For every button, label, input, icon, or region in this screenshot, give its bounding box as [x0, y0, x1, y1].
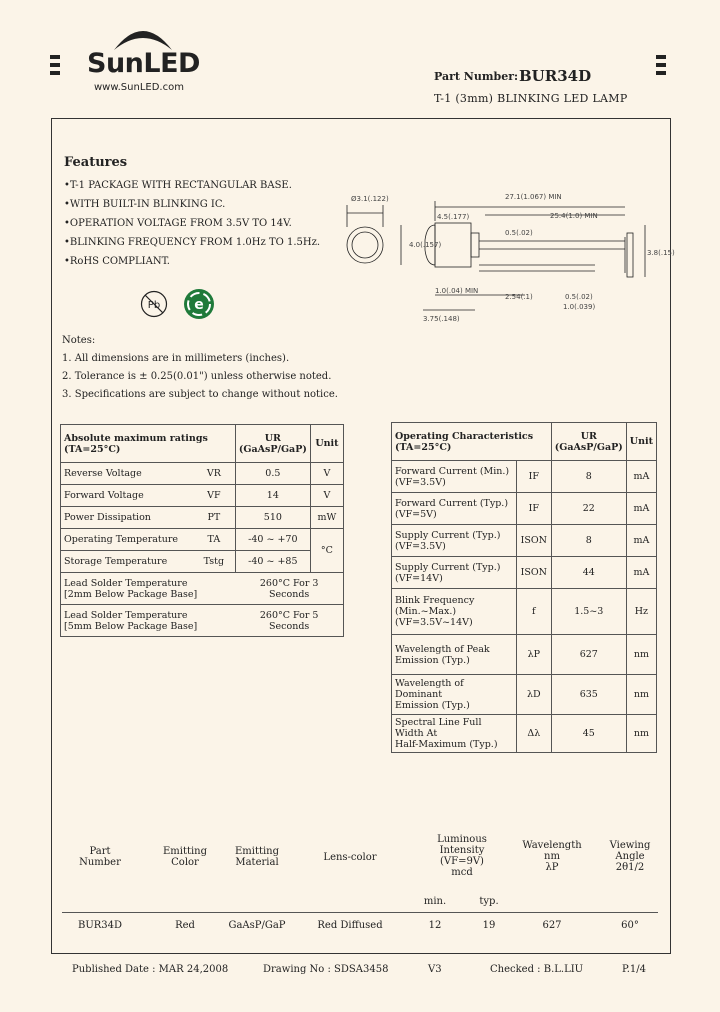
abs-unit-header: Unit	[310, 425, 343, 463]
table-row	[392, 493, 657, 525]
op-row-unit: Hz	[626, 589, 656, 635]
feature-item: •BLINKING FREQUENCY FROM 1.0Hz TO 1.5Hz.	[64, 237, 321, 248]
abs-row-val: -40 ~ +85	[235, 551, 310, 573]
footer-published: Published Date : MAR 24,2008	[72, 964, 229, 975]
features-list	[64, 176, 320, 271]
col-wave-header: Wavelength nm λP	[522, 840, 582, 873]
notes-title: Notes:	[62, 335, 96, 346]
solder-val: 260°C For 5 Seconds	[235, 605, 343, 637]
op-row-sym: IF	[516, 493, 551, 525]
abs-row-name: Power Dissipation	[61, 507, 193, 529]
row-color: Red	[175, 920, 195, 931]
abs-row-sym: VF	[193, 485, 236, 507]
notes-block	[62, 332, 338, 404]
op-row-name: Spectral Line Full Width At Half-Maximum (Typ.)	[392, 715, 517, 753]
op-row-unit: mA	[626, 557, 656, 589]
op-row-val: 8	[551, 525, 626, 557]
abs-row-val: -40 ~ +70	[235, 529, 310, 551]
abs-row-sym: Tstg	[193, 551, 236, 573]
op-row-val: 1.5~3	[551, 589, 626, 635]
footer-drawing: Drawing No : SDSA3458	[263, 964, 389, 975]
dim-sq: 0.5(.02)	[565, 293, 593, 301]
op-row-unit: mA	[626, 461, 656, 493]
abs-row-val: 0.5	[235, 463, 310, 485]
op-row-name: Forward Current (Typ.) (VF=5V)	[392, 493, 517, 525]
op-row-name: Forward Current (Min.) (VF=3.5V)	[392, 461, 517, 493]
table-row	[61, 529, 344, 551]
dim-lead-len: 25.4(1.0) MIN	[550, 212, 598, 220]
feature-item: •OPERATION VOLTAGE FROM 3.5V TO 14V.	[64, 218, 292, 229]
op-row-val: 45	[551, 715, 626, 753]
row-typ: 19	[482, 920, 496, 931]
col-angle-header: Viewing Angle 2θ1/2	[609, 840, 651, 873]
abs-title: Absolute maximum ratings (TA=25°C)	[61, 425, 236, 463]
col-material-header: Emitting Material	[234, 846, 280, 868]
dim-pitch: 2.54(.1)	[505, 293, 533, 301]
row-angle: 60°	[621, 920, 639, 931]
table-row	[392, 557, 657, 589]
op-unit-header: Unit	[626, 423, 656, 461]
table-row	[392, 525, 657, 557]
feature-item: •WITH BUILT-IN BLINKING IC.	[64, 199, 226, 210]
op-row-val: 44	[551, 557, 626, 589]
header-bar-right-3	[656, 71, 666, 75]
col-lum-header: Luminous Intensity (VF=9V) mcd	[437, 834, 487, 878]
col-color-header: Emitting Color	[162, 846, 208, 868]
footer-page: P.1/4	[622, 964, 646, 975]
abs-row-sym: TA	[193, 529, 236, 551]
row-material: GaAsP/GaP	[228, 920, 286, 931]
col-lum-typ: typ.	[479, 896, 499, 907]
op-row-sym: λD	[516, 675, 551, 715]
op-row-unit: nm	[626, 675, 656, 715]
abs-row-name: Forward Voltage	[61, 485, 193, 507]
pb-free-icon	[140, 290, 168, 318]
op-row-name: Wavelength of Dominant Emission (Typ.)	[392, 675, 517, 715]
header-bar-right-2	[656, 63, 666, 67]
table-row	[392, 675, 657, 715]
table-row	[61, 605, 344, 637]
op-row-name: Blink Frequency (Min.~Max.) (VF=3.5V~14V)	[392, 589, 517, 635]
op-row-val: 635	[551, 675, 626, 715]
note-item: 3. Specifications are subject to change without notice.	[62, 389, 338, 400]
dim-flat: 1.0(.039)	[563, 303, 596, 311]
abs-row-unit: V	[310, 485, 343, 507]
feature-item: •T-1 PACKAGE WITH RECTANGULAR BASE.	[64, 180, 292, 191]
abs-ur-header: UR (GaAsP/GaP)	[235, 425, 310, 463]
dim-bottom-len: 3.75(.148)	[423, 315, 460, 323]
op-title: Operating Characteristics (TA=25°C)	[392, 423, 552, 461]
op-row-sym: f	[516, 589, 551, 635]
rohs-icon-label: e	[194, 297, 204, 313]
row-part: BUR34D	[77, 920, 123, 931]
dim-dia-top: Ø3.1(.122)	[351, 195, 389, 203]
op-row-sym: λP	[516, 635, 551, 675]
abs-row-unit: °C	[310, 529, 343, 573]
col-lum-min: min.	[423, 896, 447, 907]
header-bar-left-1	[50, 55, 60, 59]
op-row-sym: ISON	[516, 525, 551, 557]
solder-name: Lead Solder Temperature [5mm Below Package Base]	[61, 605, 236, 637]
dim-side-w: 4.0(.157)	[409, 241, 442, 249]
operating-table	[391, 422, 657, 753]
dim-base-h: 1.0(.04) MIN	[435, 287, 479, 295]
abs-row-val: 510	[235, 507, 310, 529]
table-row	[61, 573, 344, 605]
table-row	[392, 589, 657, 635]
pb-icon-label: Pb	[147, 300, 161, 311]
dim-total-len: 27.1(1.067) MIN	[505, 193, 562, 201]
part-table-top-line	[62, 912, 658, 913]
table-row	[61, 463, 344, 485]
row-lens: Red Diffused	[317, 920, 383, 931]
table-row	[392, 461, 657, 493]
table-row	[61, 507, 344, 529]
footer-version: V3	[428, 964, 442, 975]
header-bar-left-2	[50, 63, 60, 67]
abs-row-name: Reverse Voltage	[61, 463, 193, 485]
feature-item: •RoHS COMPLIANT.	[64, 256, 170, 267]
dim-height: 4.5(.177)	[437, 213, 470, 221]
header-bar-right-1	[656, 55, 666, 59]
col-lens-header: Lens-color	[323, 852, 377, 863]
table-row	[392, 715, 657, 753]
op-row-sym: IF	[516, 461, 551, 493]
abs-row-name: Storage Temperature	[61, 551, 193, 573]
abs-row-unit: V	[310, 463, 343, 485]
dim-lead-w: 0.5(.02)	[505, 229, 533, 237]
abs-row-sym: PT	[193, 507, 236, 529]
op-row-name: Supply Current (Typ.) (VF=14V)	[392, 557, 517, 589]
features-title: Features	[64, 155, 128, 170]
row-min: 12	[428, 920, 442, 931]
rohs-compliant-icon	[183, 288, 215, 320]
abs-row-sym: VR	[193, 463, 236, 485]
part-number: BUR34D	[519, 67, 592, 85]
table-row	[61, 485, 344, 507]
solder-name: Lead Solder Temperature [2mm Below Package Base]	[61, 573, 236, 605]
part-number-label: Part Number:	[434, 70, 519, 83]
row-wave: 627	[542, 920, 562, 931]
product-subtitle: T-1 (3mm) BLINKING LED LAMP	[434, 92, 628, 105]
op-row-sym: ISON	[516, 557, 551, 589]
op-row-val: 627	[551, 635, 626, 675]
solder-val: 260°C For 3 Seconds	[235, 573, 343, 605]
op-row-val: 22	[551, 493, 626, 525]
footer-checked: Checked : B.L.LIU	[490, 964, 584, 975]
op-row-name: Supply Current (Typ.) (VF=3.5V)	[392, 525, 517, 557]
dim-side: 3.8(.15)	[647, 249, 675, 257]
abs-row-val: 14	[235, 485, 310, 507]
op-row-unit: nm	[626, 635, 656, 675]
op-row-val: 8	[551, 461, 626, 493]
abs-row-name: Operating Temperature	[61, 529, 193, 551]
brand-url[interactable]: www.SunLED.com	[94, 82, 184, 93]
col-part-header: Part Number	[79, 846, 121, 868]
op-row-unit: mA	[626, 493, 656, 525]
op-row-sym: Δλ	[516, 715, 551, 753]
header-bar-left-3	[50, 71, 60, 75]
table-row	[61, 551, 344, 573]
note-item: 1. All dimensions are in millimeters (inches).	[62, 353, 290, 364]
abs-max-table	[60, 424, 344, 637]
op-row-name: Wavelength of Peak Emission (Typ.)	[392, 635, 517, 675]
op-row-unit: mA	[626, 525, 656, 557]
led-dimension-drawing	[335, 185, 675, 325]
op-row-unit: nm	[626, 715, 656, 753]
table-row	[392, 635, 657, 675]
op-ur-header: UR (GaAsP/GaP)	[551, 423, 626, 461]
brand-name: SunLED	[87, 48, 200, 79]
note-item: 2. Tolerance is ± 0.25(0.01") unless otherwise noted.	[62, 371, 332, 382]
abs-row-unit: mW	[310, 507, 343, 529]
